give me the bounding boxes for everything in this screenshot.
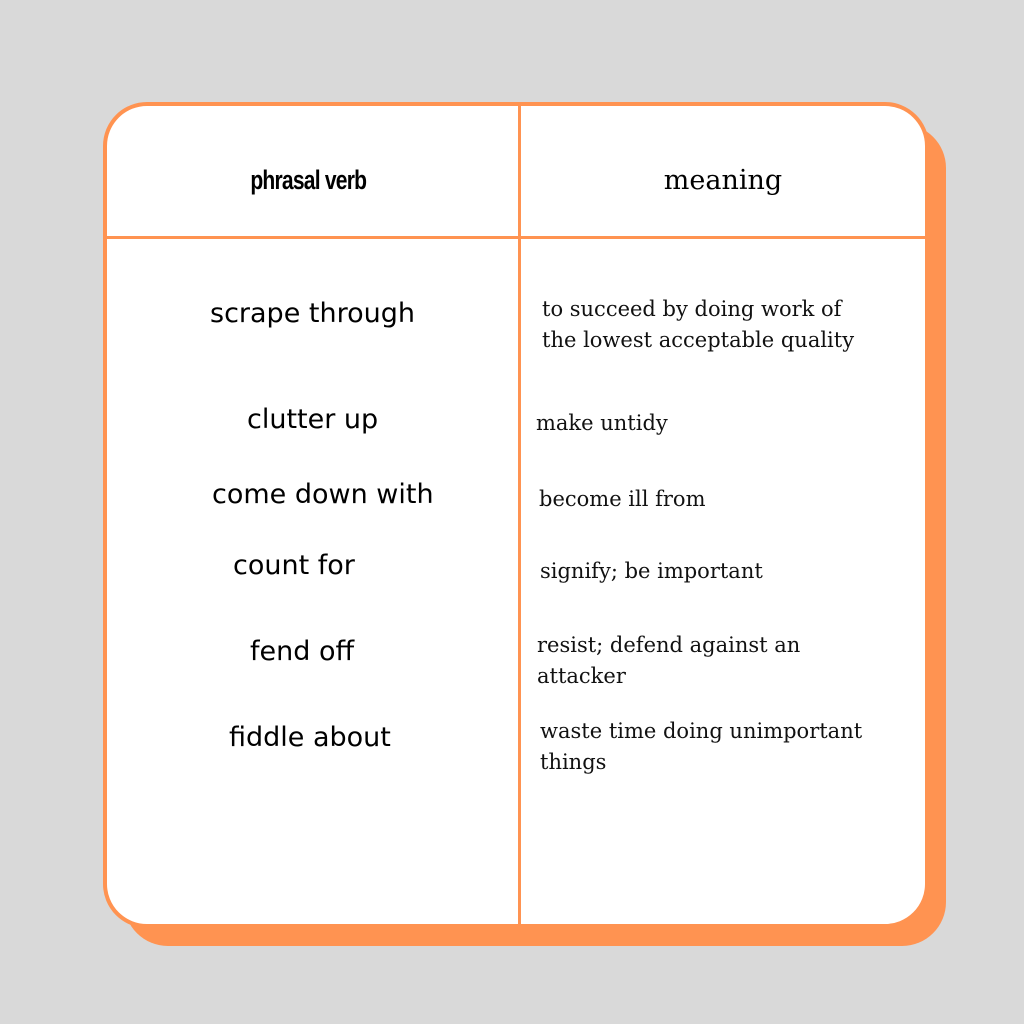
- header-meaning: meaning: [663, 164, 783, 196]
- meaning-count-for: signify; be important: [540, 559, 763, 583]
- meaning-clutter-up: make untidy: [536, 411, 668, 435]
- meaning-scrape-through: to succeed by doing work of the lowest acceptable quality: [542, 297, 855, 352]
- verb-fiddle-about: fiddle about: [229, 722, 391, 753]
- header-phrasal-verb-cell: [107, 106, 518, 254]
- meaning-fiddle-about: waste time doing unimportant things: [540, 719, 863, 774]
- meaning-fend-off: resist; defend against an attacker: [537, 633, 801, 688]
- header-meaning-cell: [521, 106, 925, 254]
- verb-scrape-through: scrape through: [210, 298, 415, 329]
- phrasal-verb-table: [103, 102, 929, 928]
- verb-come-down-with: come down with: [212, 479, 434, 510]
- verb-fend-off: fend off: [250, 636, 355, 667]
- header-phrasal-verb: phrasal verb: [250, 164, 367, 195]
- meaning-come-down-with: become ill from: [539, 487, 706, 511]
- verb-count-for: count for: [233, 550, 355, 581]
- verb-clutter-up: clutter up: [247, 404, 379, 435]
